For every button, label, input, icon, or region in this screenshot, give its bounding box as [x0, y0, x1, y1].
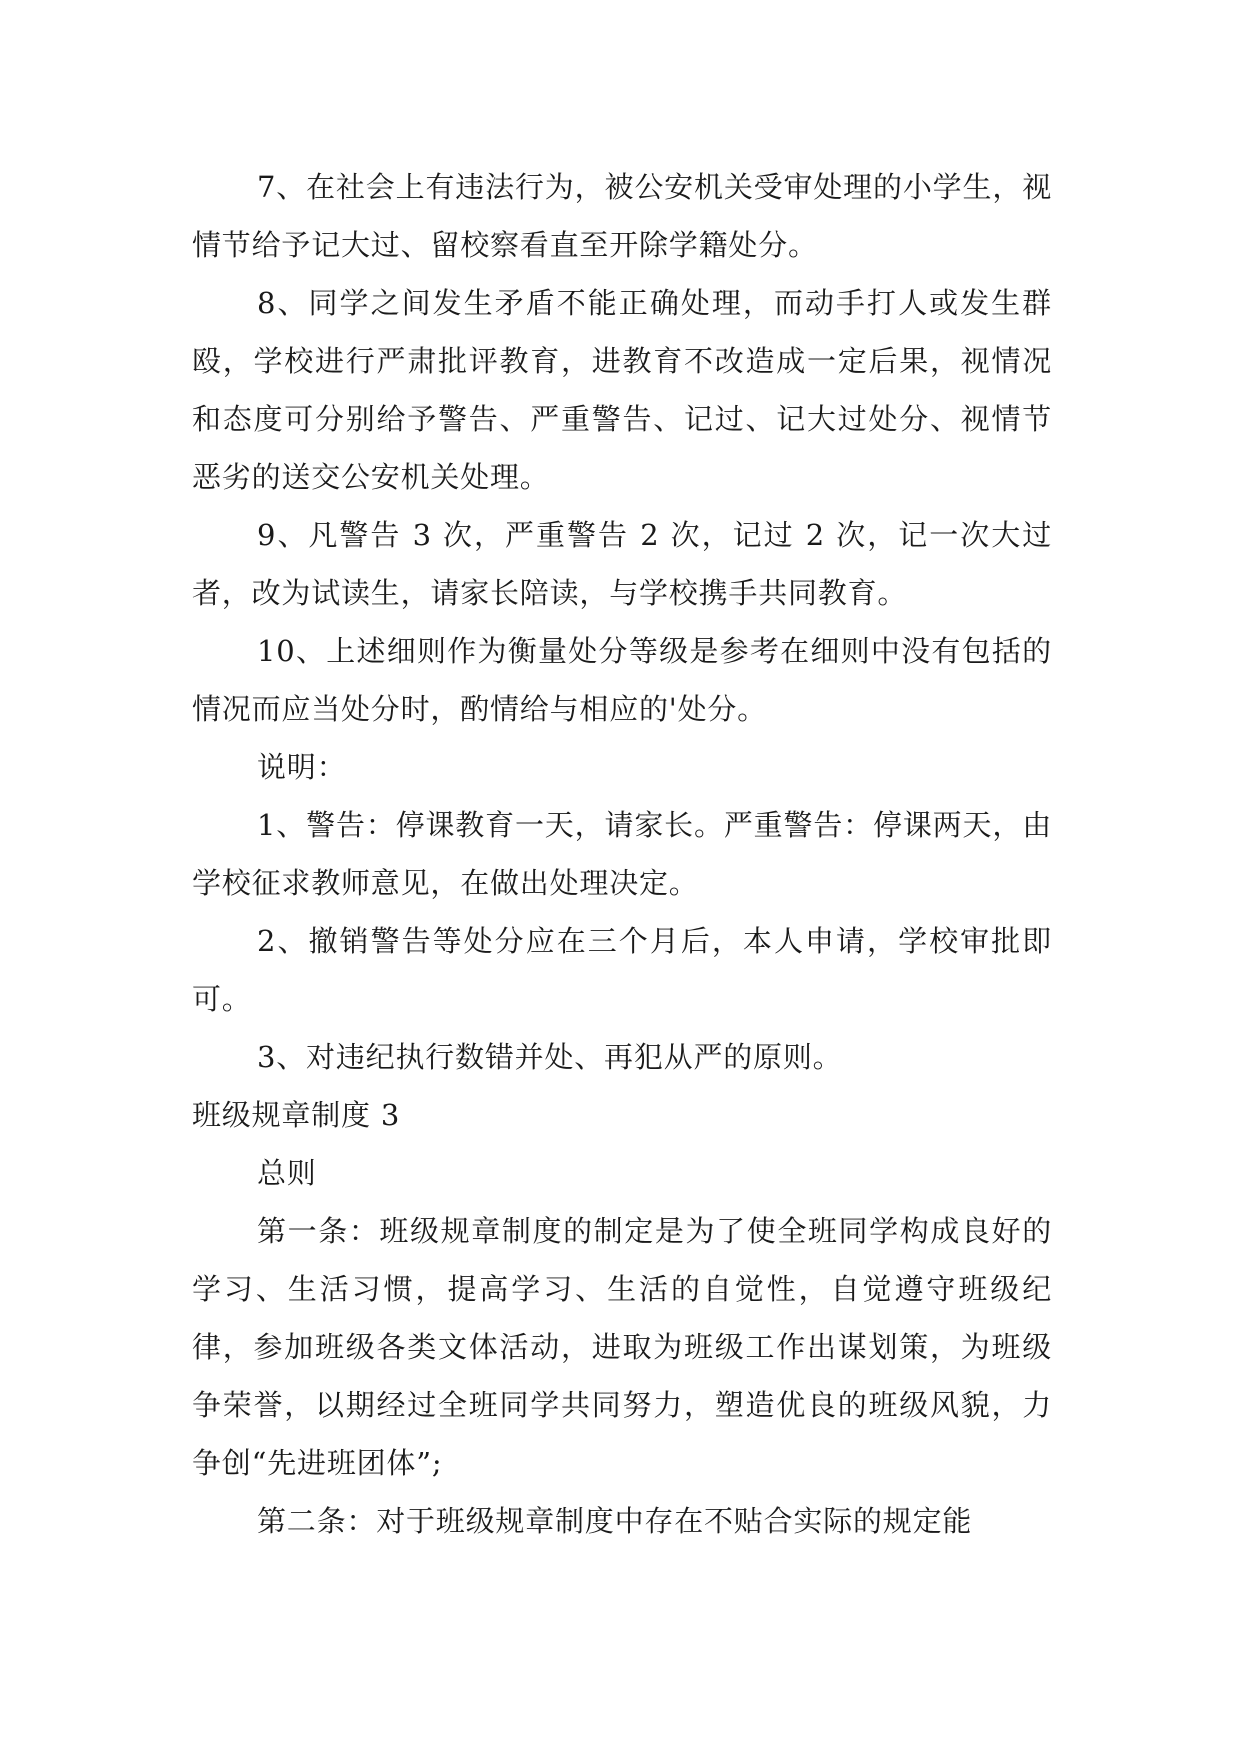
paragraph-rule-9: 9、凡警告 3 次，严重警告 2 次，记过 2 次，记一次大过者，改为试读生，请家长陪读，与学校携手共同教育。 — [192, 518, 1052, 610]
paragraph-article-2: 第二条：对于班级规章制度中存在不贴合实际的规定能 — [257, 1504, 973, 1538]
paragraph-explanation-1: 1、警告：停课教育一天，请家长。严重警告：停课两天，由学校征求教师意见，在做出处理决定。 — [192, 808, 1052, 900]
paragraph-rule-8: 8、同学之间发生矛盾不能正确处理，而动手打人或发生群殴，学校进行严肃批评教育，进教育不改造成一定后果，视情况和态度可分别给予警告、严重警告、记过、记大过处分、视情节恶劣的送交公安机关处理。 — [192, 286, 1052, 494]
paragraph-rule-7: 7、在社会上有违法行为，被公安机关受审处理的小学生，视情节给予记大过、留校察看直至开除学籍处分。 — [192, 170, 1052, 262]
paragraph-explanation-label: 说明： — [257, 750, 347, 784]
paragraph-rule-10: 10、上述细则作为衡量处分等级是参考在细则中没有包括的情况而应当处分时，酌情给与相应的'处分。 — [192, 634, 1052, 726]
paragraph-general-principles: 总则 — [257, 1156, 317, 1190]
paragraph-explanation-3: 3、对违纪执行数错并处、再犯从严的原则。 — [257, 1040, 843, 1074]
paragraph-article-1: 第一条：班级规章制度的制定是为了使全班同学构成良好的学习、生活习惯，提高学习、生活的自觉性，自觉遵守班级纪律，参加班级各类文体活动，进取为班级工作出谋划策，为班级争荣誉，以期经过全班同学共同努力，塑造优良的班级风貌，力争创“先进班团体”; — [192, 1214, 1052, 1480]
section-title: 班级规章制度 3 — [192, 1098, 401, 1132]
paragraph-explanation-2: 2、撤销警告等处分应在三个月后，本人申请，学校审批即可。 — [192, 924, 1052, 1016]
document-body — [192, 158, 1052, 1550]
